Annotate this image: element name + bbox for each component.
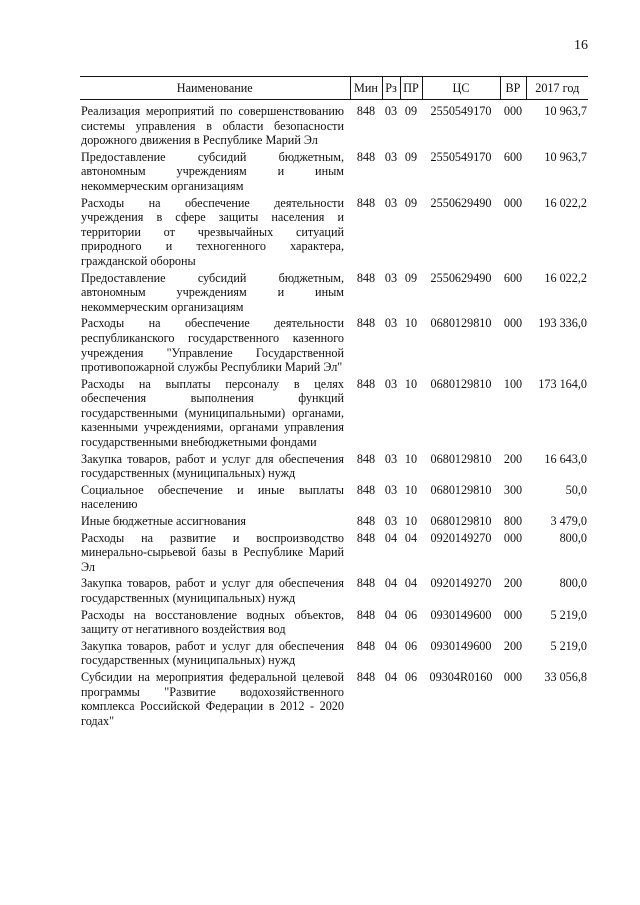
cell-cs: 0680129810: [430, 316, 492, 331]
cell-vr: 600: [503, 270, 523, 285]
cell-pr: 04: [404, 530, 418, 545]
cell-cs: 0680129810: [430, 376, 492, 391]
cell-vr: 000: [503, 669, 523, 684]
cell-vr: 600: [503, 149, 523, 164]
cell-cs: 09304R0160: [429, 669, 493, 684]
cell-pr: 09: [404, 195, 418, 210]
cell-vr: 000: [503, 195, 523, 210]
cell-cs: 0680129810: [430, 514, 492, 529]
cell-rz: 04: [384, 530, 398, 545]
header-min: Мин: [350, 77, 382, 100]
table-body: [80, 100, 588, 731]
cell-rz: 03: [384, 451, 398, 466]
cell-name: Предоставление субсидий бюджетным, автономным учреждениям и иным некоммерческим организациям: [81, 270, 344, 314]
cell-amount: 33 056,8: [544, 669, 587, 684]
cell-vr: 800: [503, 514, 523, 529]
header-cs: ЦС: [422, 77, 500, 100]
cell-name: Закупка товаров, работ и услуг для обеспечения государственных (муниципальных) нужд: [81, 638, 344, 668]
table-row: [80, 639, 588, 670]
cell-amount: 5 219,0: [550, 607, 587, 622]
cell-amount: 173 164,0: [538, 376, 587, 391]
cell-pr: 06: [404, 669, 418, 684]
cell-min: 848: [356, 482, 376, 497]
cell-amount: 50,0: [565, 482, 587, 497]
cell-rz: 03: [384, 316, 398, 331]
cell-min: 848: [356, 638, 376, 653]
cell-amount: 800,0: [559, 530, 587, 545]
cell-amount: 16 022,2: [544, 270, 587, 285]
cell-rz: 03: [384, 195, 398, 210]
cell-amount: 10 963,7: [544, 104, 587, 118]
cell-pr: 10: [404, 316, 418, 331]
cell-min: 848: [356, 149, 376, 164]
cell-pr: 10: [404, 451, 418, 466]
cell-pr: 09: [404, 104, 418, 118]
cell-rz: 03: [384, 149, 398, 164]
cell-rz: 04: [384, 638, 398, 653]
cell-rz: 03: [384, 376, 398, 391]
table-row: [80, 271, 588, 317]
cell-rz: 03: [384, 104, 398, 118]
cell-vr: 200: [503, 576, 523, 591]
cell-amount: 10 963,7: [544, 149, 587, 164]
cell-pr: 04: [404, 576, 418, 591]
cell-amount: 16 022,2: [544, 195, 587, 210]
cell-rz: 03: [384, 270, 398, 285]
cell-pr: 10: [404, 482, 418, 497]
cell-cs: 0930149600: [430, 607, 492, 622]
cell-cs: 0920149270: [430, 530, 492, 545]
cell-min: 848: [356, 270, 376, 285]
cell-name: Реализация мероприятий по совершенствованию системы управления в области безопасности дорожного движения в Республике Марий Эл: [81, 104, 344, 148]
cell-name: Предоставление субсидий бюджетным, автономным учреждениям и иным некоммерческим организациям: [81, 149, 344, 193]
table-row: [80, 576, 588, 607]
cell-name: Расходы на обеспечение деятельности республиканского государственного казенного учреждения "Управление Государственной противопожарной службы Республики Марий Эл": [81, 316, 344, 375]
cell-name: Закупка товаров, работ и услуг для обеспечения государственных (муниципальных) нужд: [81, 451, 344, 481]
table-row: [80, 670, 588, 730]
table-header-row: [80, 77, 588, 100]
cell-name: Расходы на развитие и воспроизводство минерально-сырьевой базы в Республике Марий Эл: [81, 530, 344, 574]
cell-cs: 2550629490: [430, 195, 492, 210]
cell-rz: 04: [384, 669, 398, 684]
cell-min: 848: [356, 576, 376, 591]
table-row: [80, 452, 588, 483]
cell-cs: 0680129810: [430, 451, 492, 466]
cell-cs: 0680129810: [430, 482, 492, 497]
cell-min: 848: [356, 669, 376, 684]
budget-table: [80, 76, 588, 730]
cell-cs: 0920149270: [430, 576, 492, 591]
cell-name: Расходы на выплаты персоналу в целях обеспечения выполнения функций государственными (муниципальными) органами, казенными учреждениями, органами управления государственными внебюджетными фондами: [81, 376, 344, 450]
cell-name: Субсидии на мероприятия федеральной целевой программы "Развитие водохозяйственного комплекса Российской Федерации в 2012 - 2020 годах": [81, 669, 344, 728]
cell-min: 848: [356, 195, 376, 210]
cell-name: Социальное обеспечение и иные выплаты населению: [81, 482, 344, 512]
table-row: [80, 196, 588, 271]
cell-name: Расходы на обеспечение деятельности учреждения в сфере защиты населения и территории от чрезвычайных ситуаций природного и техногенного характера, гражданской обороны: [81, 195, 344, 268]
cell-name: Закупка товаров, работ и услуг для обеспечения государственных (муниципальных) нужд: [81, 576, 344, 605]
cell-vr: 000: [503, 530, 523, 545]
cell-pr: 06: [404, 638, 418, 653]
table-row: [80, 483, 588, 514]
cell-rz: 03: [384, 482, 398, 497]
header-vr: ВР: [500, 77, 526, 100]
cell-cs: 2550629490: [430, 270, 492, 285]
cell-pr: 06: [404, 607, 418, 622]
cell-vr: 000: [503, 607, 523, 622]
header-year: 2017 год: [526, 77, 588, 100]
cell-min: 848: [356, 530, 376, 545]
table-row: [80, 150, 588, 196]
cell-min: 848: [356, 451, 376, 466]
cell-pr: 09: [404, 149, 418, 164]
cell-amount: 800,0: [559, 576, 587, 591]
page-number: 16: [574, 38, 588, 53]
cell-rz: 03: [384, 514, 398, 529]
table-row: [80, 514, 588, 531]
cell-name: Расходы на восстановление водных объектов, защиту от негативного воздействия вод: [81, 607, 344, 637]
cell-rz: 04: [384, 607, 398, 622]
cell-rz: 04: [384, 576, 398, 591]
cell-vr: 300: [503, 482, 523, 497]
table-row: [80, 377, 588, 452]
header-pr: ПР: [400, 77, 422, 100]
cell-min: 848: [356, 514, 376, 529]
cell-amount: 3 479,0: [550, 514, 587, 529]
cell-pr: 10: [404, 514, 418, 529]
cell-vr: 100: [503, 376, 523, 391]
cell-vr: 000: [503, 104, 523, 118]
table-row: [80, 316, 588, 376]
cell-min: 848: [356, 607, 376, 622]
cell-name: Иные бюджетные ассигнования: [81, 514, 247, 529]
cell-cs: 2550549170: [430, 149, 492, 164]
cell-pr: 09: [404, 270, 418, 285]
cell-cs: 2550549170: [430, 104, 492, 118]
cell-vr: 000: [503, 316, 523, 331]
table-row: [80, 100, 588, 150]
header-rz: Рз: [382, 77, 400, 100]
table-row: [80, 531, 588, 577]
header-name: Наименование: [80, 77, 350, 100]
cell-vr: 200: [503, 451, 523, 466]
cell-min: 848: [356, 104, 376, 118]
cell-min: 848: [356, 316, 376, 331]
table-row: [80, 608, 588, 639]
cell-pr: 10: [404, 376, 418, 391]
cell-amount: 193 336,0: [538, 316, 587, 331]
cell-min: 848: [356, 376, 376, 391]
cell-cs: 0930149600: [430, 638, 492, 653]
cell-vr: 200: [503, 638, 523, 653]
cell-amount: 5 219,0: [550, 638, 587, 653]
cell-amount: 16 643,0: [544, 451, 587, 466]
